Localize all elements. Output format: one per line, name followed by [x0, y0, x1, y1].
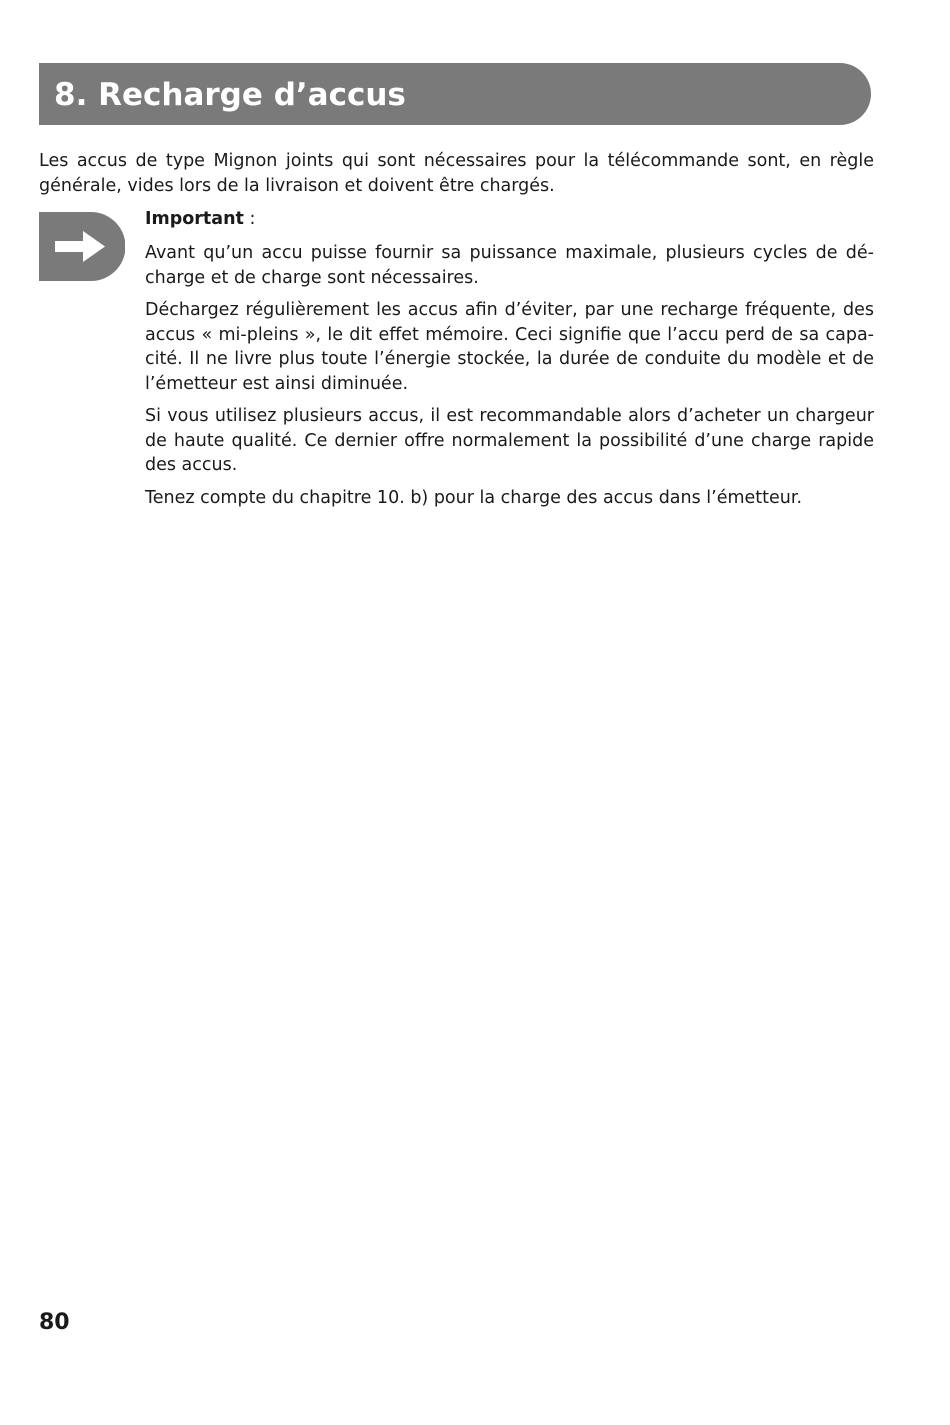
section-title: 8. Recharge d’accus [54, 77, 406, 113]
note-heading-label: Important [145, 209, 244, 229]
intro-paragraph: Les accus de type Mignon joints qui sont nécessaires pour la télécommande sont, en règle générale, vides lors de la livraison et doivent être chargés. [39, 151, 874, 196]
section-header-banner [39, 63, 871, 125]
note-paragraph-charger: Si vous utilisez plusieurs accus, il est recommandable alors d’acheter un chargeur de haute qualité. Ce dernier offre normalement la possibilité d’une charge rapide des accus. [145, 406, 874, 475]
note-paragraph-memory-effect: Déchargez régulièrement les accus afin d’éviter, par une recharge fréquente, des accus « mi-pleins », le dit effet mémoire. Ceci signifie que l’accu perd de sa capacité. Il ne livre plus toute l’énergie stockée, la durée de conduite du modèle et de l’émetteur est ainsi diminuée. [145, 300, 874, 394]
note-heading [145, 207, 874, 232]
arrow-right-icon [39, 212, 125, 281]
important-note [145, 207, 874, 518]
note-paragraph-cycles: Avant qu’un accu puisse fournir sa puissance maximale, plusieurs cycles de décharge et de charge sont nécessaires. [145, 243, 874, 288]
note-paragraph-chapter-reference: Tenez compte du chapitre 10. b) pour la charge des accus dans l’émetteur. [145, 487, 803, 508]
note-heading-colon: : [243, 209, 256, 229]
page-number: 80 [39, 1310, 70, 1335]
